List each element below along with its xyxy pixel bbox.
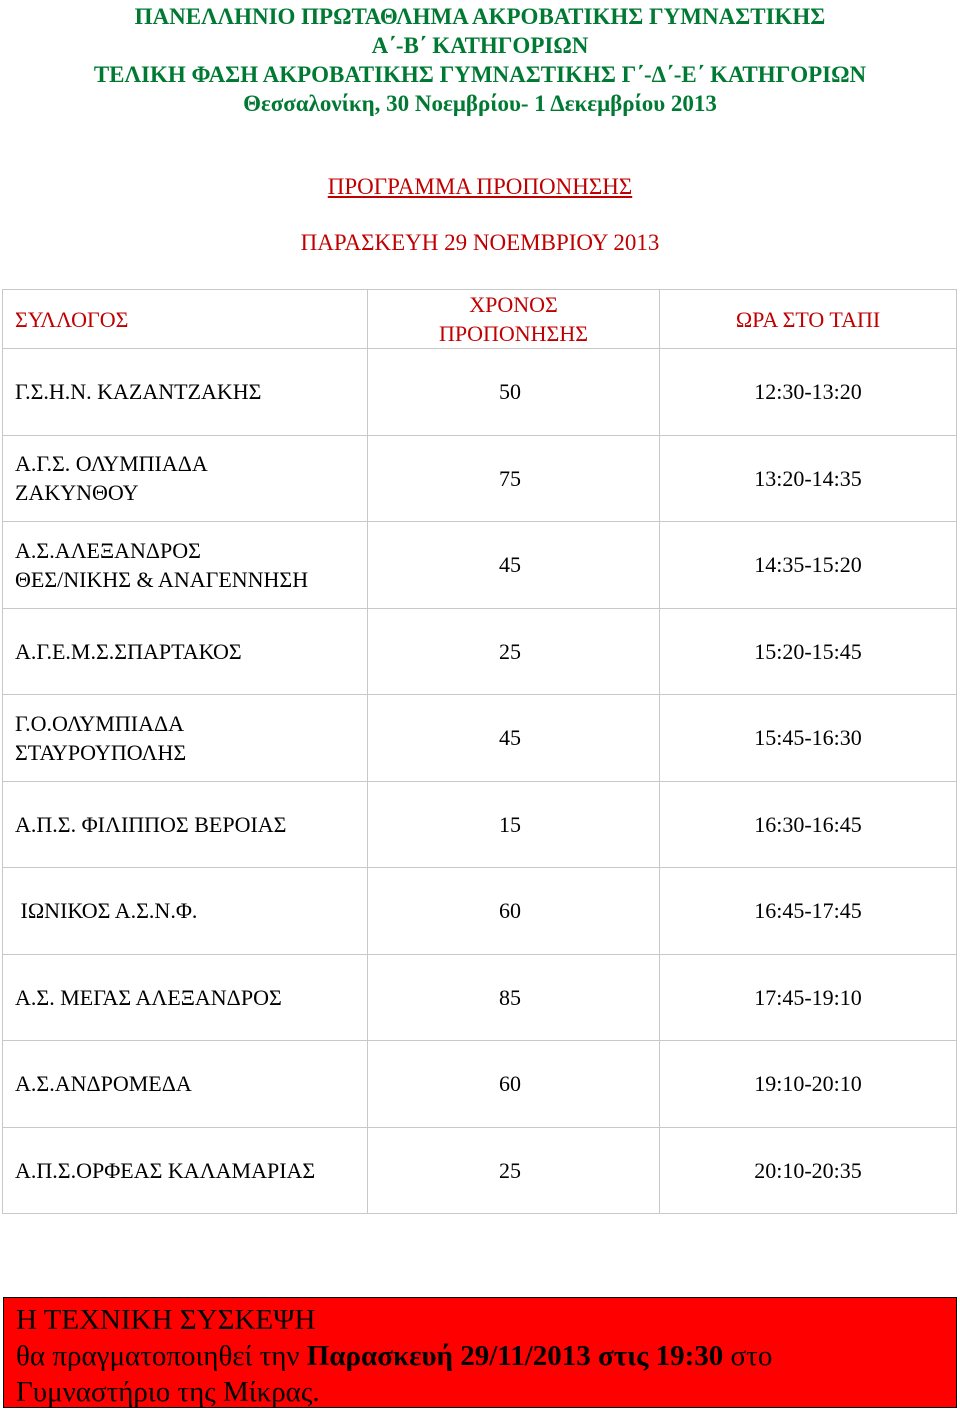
club-name-cell (3, 522, 368, 609)
club-name-line-1: Γ.Σ.Η.Ν. ΚΑΖΑΝΤΖΑΚΗΣ (15, 379, 262, 405)
duration-cell: 75 (368, 435, 660, 522)
duration-cell: 45 (368, 522, 660, 609)
notice-line-2 (16, 1338, 944, 1374)
club-name-line-1: Γ.Ο.ΟΛΥΜΠΙΑΔΑ (15, 710, 184, 736)
table-row (3, 868, 957, 955)
title-line-1: ΠΑΝΕΛΛΗΝΙΟ ΠΡΩΤΑΘΛΗΜΑ ΑΚΡΟΒΑΤΙΚΗΣ ΓΥΜΝΑΣΤΙΚΗΣ (134, 4, 826, 29)
notice-line-1: Η ΤΕΧΝΙΚΗ ΣΥΣΚΕΨΗ (16, 1304, 316, 1336)
notice-line-2-datetime: Παρασκευή 29/11/2013 στις 19:30 (306, 1340, 724, 1372)
time-slot-cell: 16:45-17:45 (660, 868, 957, 955)
club-name-line-2: ΘΕΣ/ΝΙΚΗΣ & ΑΝΑΓΕΝΝΗΣΗ (15, 566, 309, 592)
table-header-row (3, 290, 957, 349)
club-name-cell (3, 868, 368, 955)
table-row (3, 522, 957, 609)
duration-cell: 45 (368, 695, 660, 782)
title-line-3: ΤΕΛΙΚΗ ΦΑΣΗ ΑΚΡΟΒΑΤΙΚΗΣ ΓΥΜΝΑΣΤΙΚΗΣ Γ΄-Δ΄-Ε΄ ΚΑΤΗΓΟΡΙΩΝ (93, 62, 867, 87)
notice-line-2-suffix: στο (723, 1340, 773, 1372)
table-row (3, 435, 957, 522)
time-slot-cell: 12:30-13:20 (660, 349, 957, 436)
column-header-duration-line2: ΠΡΟΠΟΝΗΣΗΣ (438, 321, 589, 346)
schedule-day: ΠΑΡΑΣΚΕΥΗ 29 ΝΟΕΜΒΡΙΟΥ 2013 (300, 230, 660, 255)
time-slot-cell: 13:20-14:35 (660, 435, 957, 522)
club-name-line-1: ΙΩΝΙΚΟΣ Α.Σ.Ν.Φ. (15, 898, 198, 924)
column-header-duration (368, 290, 660, 349)
duration-cell: 85 (368, 954, 660, 1041)
club-name-cell (3, 608, 368, 695)
duration-cell: 50 (368, 349, 660, 436)
club-name-line-1: Α.Γ.Σ. ΟΛΥΜΠΙΑΔΑ (15, 451, 208, 477)
notice-line-3: Γυμναστήριο της Μίκρας. (16, 1376, 320, 1408)
program-title: ΠΡΟΓΡΑΜΜΑ ΠΡΟΠΟΝΗΣΗΣ (327, 174, 633, 199)
duration-cell: 15 (368, 781, 660, 868)
training-schedule-table (2, 289, 957, 1214)
duration-cell: 25 (368, 1127, 660, 1214)
duration-cell: 60 (368, 868, 660, 955)
title-line-2: Α΄-Β΄ ΚΑΤΗΓΟΡΙΩΝ (371, 33, 589, 58)
time-slot-cell: 14:35-15:20 (660, 522, 957, 609)
club-name-cell (3, 1127, 368, 1214)
column-header-club: ΣΥΛΛΟΓΟΣ (3, 290, 368, 349)
club-name-line-1: Α.Σ. ΜΕΓΑΣ ΑΛΕΞΑΝΔΡΟΣ (15, 984, 282, 1010)
column-header-time: ΩΡΑ ΣΤΟ ΤΑΠΙ (660, 290, 957, 349)
table-row (3, 1041, 957, 1128)
time-slot-cell: 16:30-16:45 (660, 781, 957, 868)
club-name-cell (3, 1041, 368, 1128)
club-name-line-1: Α.Γ.Ε.Μ.Σ.ΣΠΑΡΤΑΚΟΣ (15, 638, 242, 664)
club-name-cell (3, 695, 368, 782)
column-header-duration-line1: ΧΡΟΝΟΣ (469, 292, 558, 317)
time-slot-cell: 17:45-19:10 (660, 954, 957, 1041)
club-name-line-1: Α.Π.Σ.ΟΡΦΕΑΣ ΚΑΛΑΜΑΡΙΑΣ (15, 1157, 316, 1183)
duration-cell: 60 (368, 1041, 660, 1128)
technical-meeting-notice (3, 1297, 957, 1408)
club-name-cell (3, 954, 368, 1041)
table-row (3, 1127, 957, 1214)
time-slot-cell: 15:45-16:30 (660, 695, 957, 782)
club-name-line-2: ΖΑΚΥΝΘΟΥ (15, 480, 139, 506)
table-row (3, 349, 957, 436)
time-slot-cell: 15:20-15:45 (660, 608, 957, 695)
club-name-line-1: Α.Π.Σ. ΦΙΛΙΠΠΟΣ ΒΕΡΟΙΑΣ (15, 811, 287, 837)
notice-line-2-prefix: θα πραγματοποιηθεί την (16, 1340, 307, 1372)
event-location-date: Θεσσαλονίκη, 30 Νοεμβρίου- 1 Δεκεμβρίου 2013 (243, 91, 717, 116)
club-name-cell (3, 781, 368, 868)
time-slot-cell: 20:10-20:35 (660, 1127, 957, 1214)
club-name-line-1: Α.Σ.ΑΝΔΡΟΜΕΔΑ (15, 1071, 192, 1097)
table-row (3, 695, 957, 782)
table-row (3, 954, 957, 1041)
table-row (3, 781, 957, 868)
club-name-line-2: ΣΤΑΥΡΟΥΠΟΛΗΣ (15, 739, 187, 765)
table-row (3, 608, 957, 695)
club-name-line-1: Α.Σ.ΑΛΕΞΑΝΔΡΟΣ (15, 537, 201, 563)
club-name-cell (3, 435, 368, 522)
club-name-cell (3, 349, 368, 436)
duration-cell: 25 (368, 608, 660, 695)
time-slot-cell: 19:10-20:10 (660, 1041, 957, 1128)
